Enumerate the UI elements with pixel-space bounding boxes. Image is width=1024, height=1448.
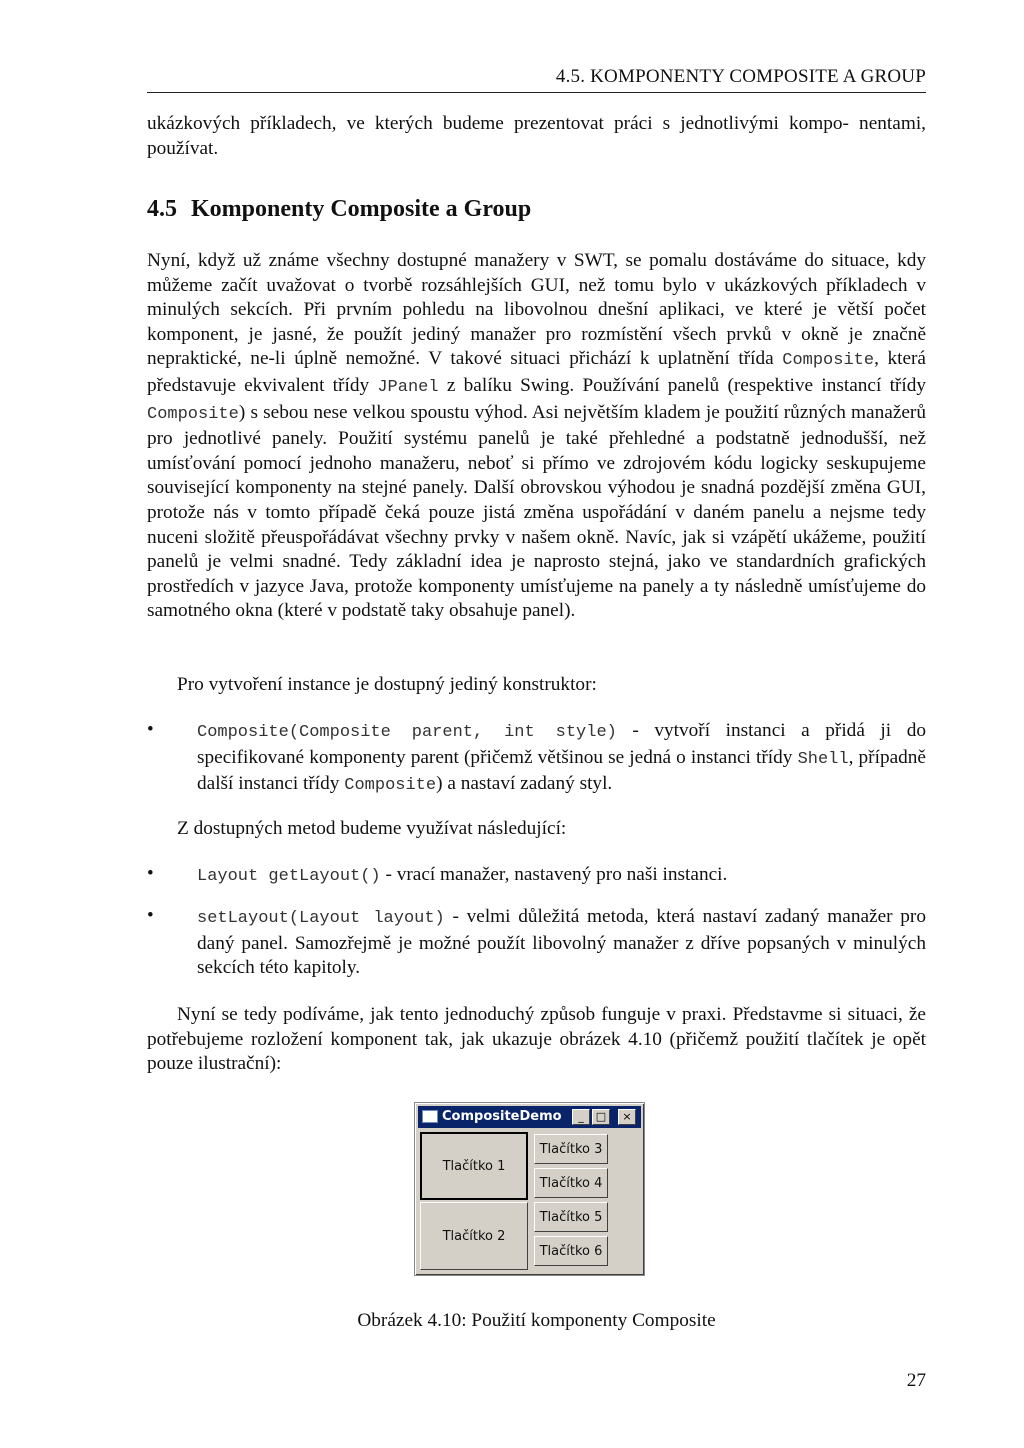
main-text-2: , která představuje ekvivalent třídy [147,348,926,396]
code-getlayout: Layout getLayout() [197,867,381,886]
close-button[interactable]: × [618,1109,636,1125]
button-tlacitko-1[interactable]: Tlačítko 1 [420,1132,528,1200]
practice-paragraph: Nyní se tedy podíváme, jak tento jednoduchý způsob funguje v praxi. Představme si situaci, že potřebujeme rozložení komponent tak, jak ukazuje obrázek 4.10 (přičemž použití tlačítek je opět pouze ilustrační): [147,1004,926,1075]
code-setlayout: setLayout(Layout layout) [197,909,445,928]
code-jpanel: JPanel [377,377,439,397]
intro-paragraph: ukázkových příkladech, ve kterých budeme prezentovat práci s jednotlivými kompo- nentami, používat. [147,113,926,159]
code-shell: Shell [797,749,849,769]
bullet2-text: - vrací manažer, nastavený pro naši instanci. [380,864,728,885]
button-tlacitko-2[interactable]: Tlačítko 2 [420,1202,528,1270]
bullet-icon: • [147,863,154,884]
composite-demo-window [414,1102,645,1276]
running-head: 4.5. KOMPONENTY COMPOSITE A GROUP [147,66,926,93]
window-titlebar[interactable] [418,1106,641,1128]
code-composite-3: Composite [344,776,437,796]
list-item [147,905,926,981]
button-tlacitko-6[interactable]: Tlačítko 6 [534,1236,608,1266]
minimize-button[interactable]: _ [572,1109,590,1125]
main-paragraph [147,249,926,624]
bullet-icon: • [147,719,154,740]
code-constructor: Composite(Composite parent, int style) [197,723,617,742]
window-title: CompositeDemo [442,1109,562,1124]
bullet1-text-2: , případně další instanci třídy [197,746,926,795]
list-item [147,719,926,799]
section-title-text: Komponenty Composite a Group [191,196,532,222]
code-composite: Composite [782,351,875,371]
section-title [147,196,531,223]
bullet1-text-1: - vytvoří instanci a přidá ji do specifikované komponenty parent (přičemž většinou se jedná o instanci třídy [197,720,926,768]
code-composite-2: Composite [147,404,239,424]
button-tlacitko-3[interactable]: Tlačítko 3 [534,1134,608,1164]
figure-caption: Obrázek 4.10: Použití komponenty Composite [357,1310,716,1331]
button-tlacitko-5[interactable]: Tlačítko 5 [534,1202,608,1232]
bullet-icon: • [147,905,154,926]
methods-intro: Z dostupných metod budeme využívat následující: [177,818,567,839]
maximize-button[interactable]: □ [592,1109,610,1125]
section-number: 4.5 [147,196,177,222]
window-icon [422,1110,438,1123]
main-text-3: z balíku Swing. Používání panelů (respektive instancí třídy [438,374,926,396]
constructor-intro: Pro vytvoření instance je dostupný jediný konstruktor: [177,674,597,695]
bullet1-text-3: ) a nastaví zadaný styl. [436,773,613,795]
bullet3-text: - velmi důležitá metoda, která nastaví zadaný manažer pro daný panel. Samozřejmě je možné použít libovolný manažer z dříve popsaných v minulých sekcích této kapitoly. [197,906,926,979]
list-item [147,863,926,890]
main-text-4: ) s sebou nese velkou spoustu výhod. Asi největším kladem je použití různých manažerů pro jednotlivé panely. Použití systému panelů je také přehledné a podstatně jednodušší, než umísťování pomocí jednoho manažeru, neboť si přímo ve zdrojovém kódu logicky seskupujeme související komponenty na stejné panely. Další obrovskou výhodou je snadná pozdější změna GUI, protože nás v tomto případě čeká pouze jistá změna uspořádání v daném panelu a nejsme tedy nuceni složitě přeuspořádávat všechny prvky v našem okně. Navíc, jak si vzápětí ukážeme, použití panelů je velmi snadné. Tedy základní idea je naprosto stejná, jako ve standardních grafických prostředích v jazyce Java, protože komponenty umísťujeme na panely a ty následně umísťujeme do samotného okna (které v podstatě taky obsahuje panel). [147,401,926,622]
main-text-1: Nyní, když už známe všechny dostupné manažery v SWT, se pomalu dostáváme do situace, kdy můžeme začít uvažovat o tvorbě rozsáhlejších GUI, než tomu bylo v ukázkových příkladech v minulých sekcích. Při prvním pohledu na libovolnou dnešní aplikaci, ve které je větší počet komponent, je jasné, že použít jediný manažer pro rozmístění všech prvků v okně je značně nepraktické, ne-li úplně nemožné. V takové situaci přichází k uplatnění třída [147,250,926,370]
button-tlacitko-4[interactable]: Tlačítko 4 [534,1168,608,1198]
page-number: 27 [906,1370,926,1391]
